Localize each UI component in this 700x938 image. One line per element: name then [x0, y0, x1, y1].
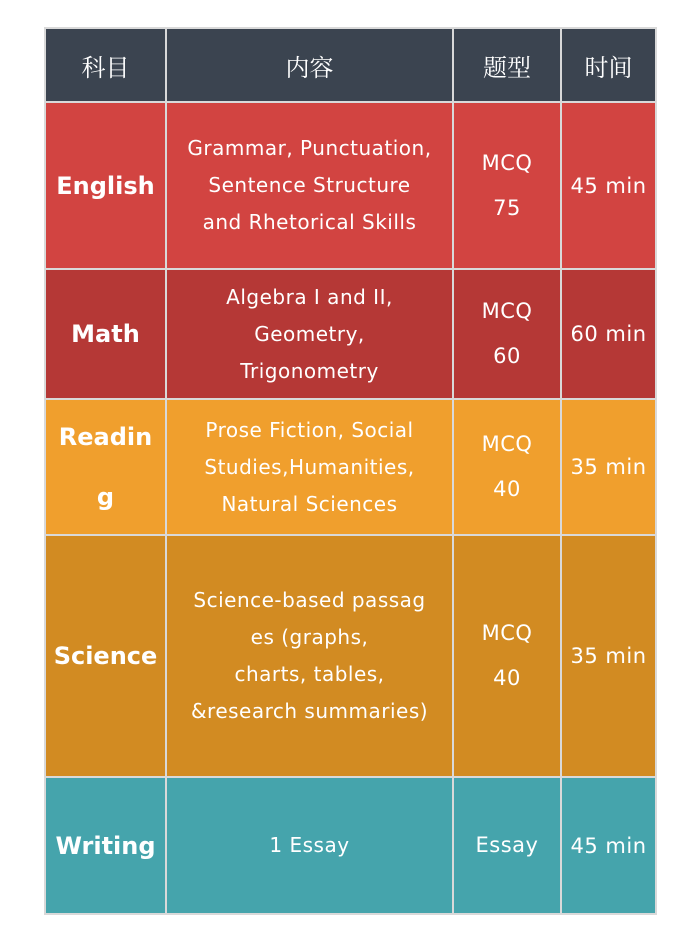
time-cell: 45 min	[561, 777, 656, 914]
subject-cell: English	[45, 102, 166, 269]
act-exam-table	[44, 27, 657, 915]
question-type-cell: MCQ 40	[453, 535, 561, 777]
row-reading	[45, 399, 656, 535]
content-cell: Grammar, Punctuation, Sentence Structure and Rhetorical Skills	[166, 102, 453, 269]
header-type: 题型	[453, 28, 561, 102]
content-cell: Prose Fiction, Social Studies,Humanities, Natural Sciences	[166, 399, 453, 535]
row-english	[45, 102, 656, 269]
time-cell: 35 min	[561, 399, 656, 535]
question-type-cell: MCQ 60	[453, 269, 561, 399]
question-type-cell: MCQ 40	[453, 399, 561, 535]
content-cell: Algebra I and II, Geometry, Trigonometry	[166, 269, 453, 399]
header-time: 时间	[561, 28, 656, 102]
subject-cell: Math	[45, 269, 166, 399]
header-subject: 科目	[45, 28, 166, 102]
time-cell: 35 min	[561, 535, 656, 777]
content-cell: 1 Essay	[166, 777, 453, 914]
question-type-cell: MCQ 75	[453, 102, 561, 269]
row-math	[45, 269, 656, 399]
header-row	[45, 28, 656, 102]
row-writing	[45, 777, 656, 914]
subject-cell: Science	[45, 535, 166, 777]
time-cell: 45 min	[561, 102, 656, 269]
question-type-cell: Essay	[453, 777, 561, 914]
subject-cell: Writing	[45, 777, 166, 914]
row-science	[45, 535, 656, 777]
content-cell: Science-based passag es (graphs, charts, tables, &research summaries)	[166, 535, 453, 777]
header-content: 内容	[166, 28, 453, 102]
time-cell: 60 min	[561, 269, 656, 399]
subject-cell: Reading	[45, 399, 166, 535]
